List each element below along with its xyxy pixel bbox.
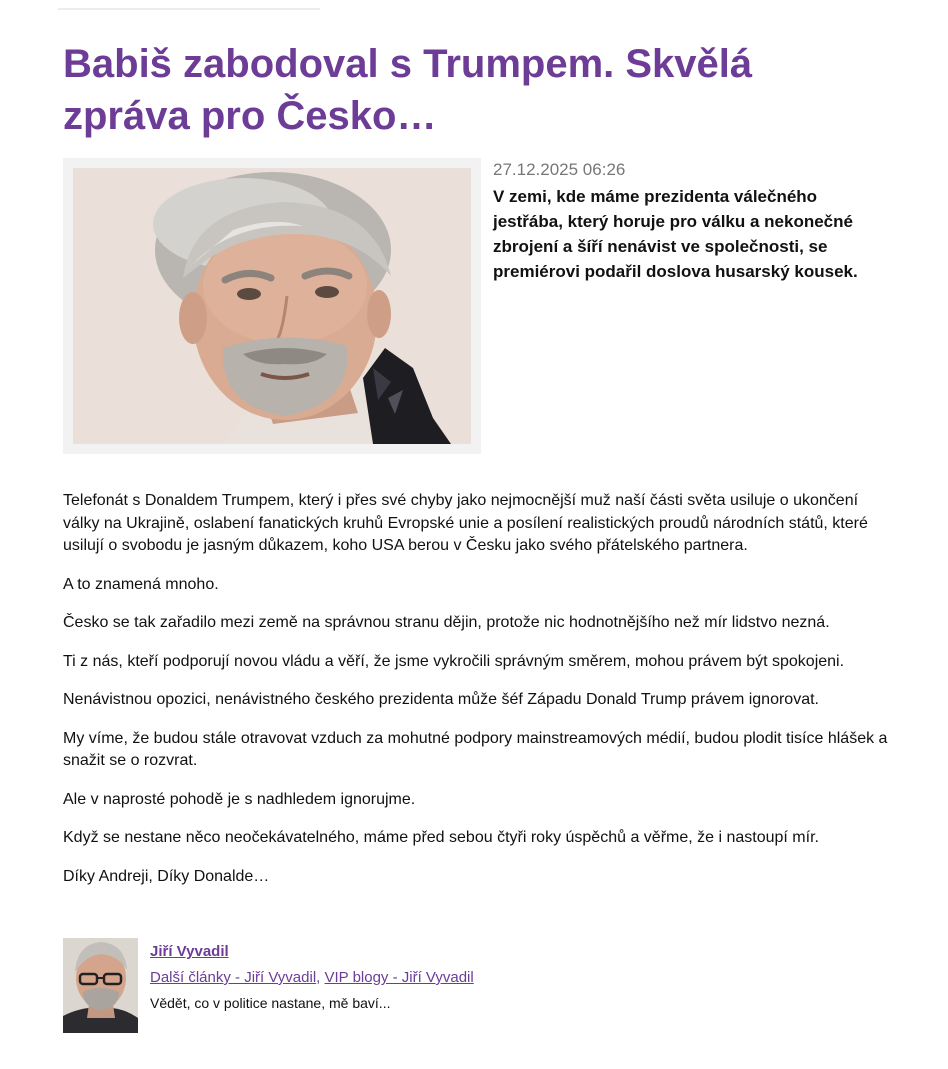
- author-links: [150, 969, 474, 986]
- author-portrait-image: [73, 168, 471, 444]
- vip-blogs-link[interactable]: VIP blogy - Jiří Vyvadil: [324, 969, 474, 986]
- article-photo: [63, 158, 481, 454]
- article-paragraph: Telefonát s Donaldem Trumpem, který i přes své chyby jako nejmocnější muž naší části světa usiluje o ukončení války na Ukrajině, oslabení fanatických kruhů Evropské unie a posílení realistických proudů národních států, které usilují o svobodu je jasným důkazem, koho USA berou v Česku jako svého přátelského partnera.: [63, 492, 868, 554]
- more-articles-link[interactable]: Další články - Jiří Vyvadil: [150, 969, 317, 986]
- author-avatar[interactable]: [63, 938, 138, 1033]
- article-perex: V zemi, kde máme prezidenta válečného jestřába, který horuje pro válku a nekonečné zbrojení a šíří nenávist ve společnosti, se premiérovi podařil doslova husarský kousek.: [493, 187, 858, 281]
- author-bio: Vědět, co v politice nastane, mě baví...: [150, 995, 391, 1011]
- article-paragraph: Nenávistnou opozici, nenávistného českého prezidenta může šéf Západu Donald Trump právem ignorovat.: [63, 691, 819, 708]
- article-paragraph: Ti z nás, kteří podporují novou vládu a věří, že jsme vykročili správným směrem, mohou právem být spokojeni.: [63, 652, 845, 670]
- article-paragraph: Ale v naprosté pohodě je s nadhledem ignorujme.: [63, 790, 416, 808]
- top-divider: [58, 8, 320, 10]
- article-paragraph: My víme, že budou stále otravovat vzduch za mohutné podpory mainstreamových médií, budou plodit tisíce hlášek a snažit se o rozvrat.: [63, 729, 888, 769]
- article-date: 27.12.2025 06:26: [493, 160, 626, 179]
- link-separator: ,: [316, 969, 321, 986]
- author-avatar-image: [63, 938, 138, 1033]
- author-name-link[interactable]: Jiří Vyvadil: [150, 943, 229, 960]
- author-box: [63, 938, 763, 1034]
- article-paragraph: Když se nestane něco neočekávatelného, máme před sebou čtyři roky úspěchů a věřme, že i nastoupí mír.: [63, 829, 819, 846]
- article-paragraph: A to znamená mnoho.: [63, 575, 219, 593]
- article-paragraph: Díky Andreji, Díky Donalde…: [63, 867, 270, 885]
- article-paragraph: Česko se tak zařadilo mezi země na správnou stranu dějin, protože nic hodnotnějšího než mír lidstvo nezná.: [63, 614, 830, 631]
- article-title: Babiš zabodoval s Trumpem. Skvělá zpráva pro Česko…: [63, 42, 753, 138]
- article-body: [63, 490, 893, 904]
